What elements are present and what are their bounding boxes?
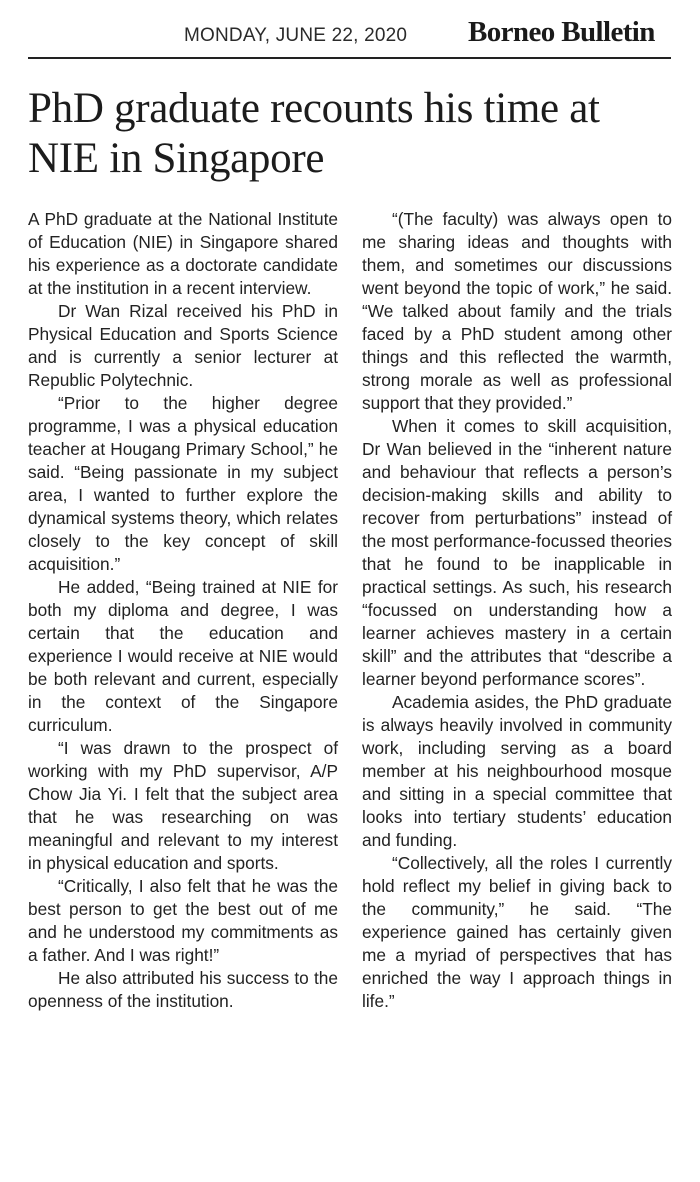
paragraph: Academia asides, the PhD graduate is always heavily involved in community work, including serving as a board member at his neighbourhood mosque and sitting in a special committee that looks into tertiary students’ education and funding. [362,692,672,850]
article-headline: PhD graduate recounts his time at NIE in Singapore [28,85,600,182]
paragraph: He also attributed his success to the openness of the institution. [28,968,338,1011]
paragraph: When it comes to skill acquisition, Dr Wan believed in the “inherent nature and behaviour that reflects a person’s decision-making skills and ability to recover from perturbations” instead of the most performance-focussed theories that he found to be inapplicable in practical settings. As such, his research “focussed on understanding how a learner achieves mastery in a certain skill” and the attributes that “describe a learner beyond performance scores”. [362,416,672,689]
article-column-right [362,208,672,1013]
masthead [0,0,700,58]
publication-date: MONDAY, JUNE 22, 2020 [184,25,408,46]
paragraph: He added, “Being trained at NIE for both my diploma and degree, I was certain that the education and experience I would receive at NIE would be both relevant and current, especially in the context of the Singapore curriculum. [28,577,338,735]
newspaper-name: Borneo Bulletin [468,16,655,48]
paragraph: A PhD graduate at the National Institute of Education (NIE) in Singapore shared his experience as a doctorate candidate at the institution in a recent interview. [28,209,338,298]
paragraph: “(The faculty) was always open to me sharing ideas and thoughts with them, and sometimes our discussions went beyond the topic of work,” he said. “We talked about family and the trials faced by a PhD student among other things and this reflected the warmth, strong morale as well as professional support that they provided.” [362,209,672,413]
paragraph: “I was drawn to the prospect of working with my PhD supervisor, A/P Chow Jia Yi. I felt that the subject area that he was researching on was meaningful and relevant to my interest in physical education and sports. [28,738,338,873]
masthead-divider [28,57,671,59]
paragraph: “Prior to the higher degree programme, I was a physical education teacher at Hougang Primary School,” he said. “Being passionate in my subject area, I wanted to further explore the dynamical systems theory, which relates closely to the key concept of skill acquisition.” [28,393,338,574]
paragraph: “Critically, I also felt that he was the best person to get the best out of me and he understood my commitments as a father. And I was right!” [28,876,338,965]
article-column-left [28,208,338,1013]
paragraph: “Collectively, all the roles I currently hold reflect my belief in giving back to the community,” he said. “The experience gained has certainly given me a myriad of perspectives that has enriched the way I approach things in life.” [362,853,672,1011]
paragraph: Dr Wan Rizal received his PhD in Physical Education and Sports Science and is currently a senior lecturer at Republic Polytechnic. [28,301,338,390]
